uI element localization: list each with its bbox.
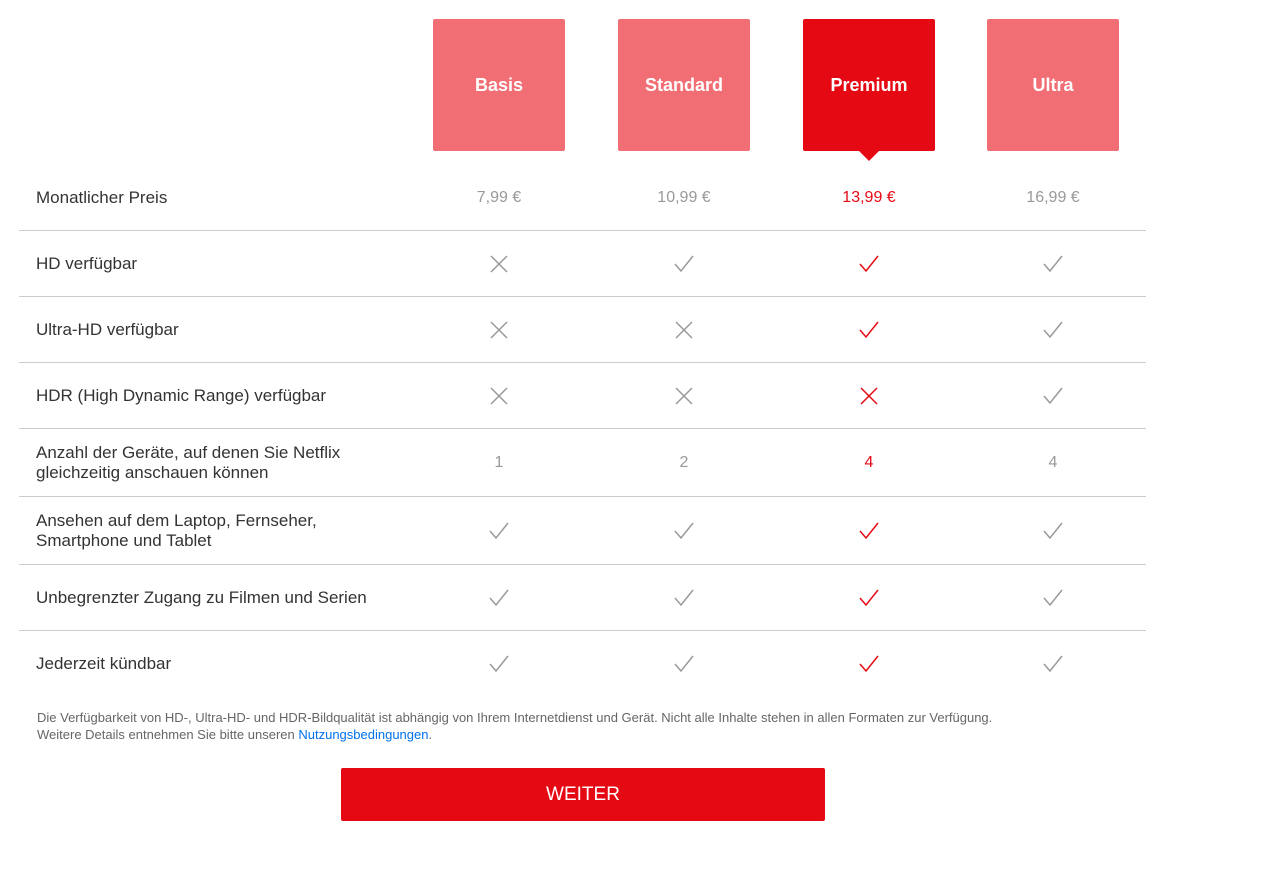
table-row (19, 429, 1146, 497)
plan-ultra[interactable]: Ultra (987, 19, 1119, 151)
cross-icon (654, 315, 714, 345)
check-icon (839, 649, 899, 679)
plan-basis[interactable]: Basis (433, 19, 565, 151)
cell-value: 2 (679, 453, 689, 471)
row-label: Unbegrenzter Zugang zu Filmen und Serien (36, 587, 367, 607)
check-icon (469, 516, 529, 546)
footnote-line2-suffix: . (428, 727, 433, 742)
check-icon (1023, 381, 1083, 411)
table-row (19, 497, 1146, 565)
check-icon (1023, 583, 1083, 613)
check-icon (839, 583, 899, 613)
check-icon (654, 649, 714, 679)
footnote (37, 709, 1137, 743)
check-icon (1023, 315, 1083, 345)
plan-standard[interactable]: Standard (618, 19, 750, 151)
row-label: Ultra-HD verfügbar (36, 319, 179, 339)
row-label: Monatlicher Preis (36, 187, 168, 207)
continue-button[interactable]: WEITER (341, 768, 825, 821)
table-row (19, 231, 1146, 297)
table-row (19, 631, 1146, 697)
row-label: HDR (High Dynamic Range) verfügbar (36, 385, 327, 405)
cross-icon (469, 249, 529, 279)
cross-icon (469, 315, 529, 345)
check-icon (839, 249, 899, 279)
footnote-line2-prefix: Weitere Details entnehmen Sie bitte unseren (37, 727, 299, 742)
cell-value: 13,99 € (842, 188, 896, 206)
row-label: Jederzeit kündbar (36, 654, 172, 673)
check-icon (839, 516, 899, 546)
check-icon (469, 583, 529, 613)
cross-icon (839, 381, 899, 411)
table-row (19, 165, 1146, 231)
cell-value: 4 (864, 453, 874, 471)
table-row (19, 363, 1146, 429)
cross-icon (654, 381, 714, 411)
check-icon (469, 649, 529, 679)
row-label: Ansehen auf dem Laptop, Fernseher, Smartphone und Tablet (36, 510, 317, 550)
check-icon (1023, 649, 1083, 679)
check-icon (654, 249, 714, 279)
check-icon (1023, 249, 1083, 279)
check-icon (654, 516, 714, 546)
check-icon (1023, 516, 1083, 546)
footnote-line1: Die Verfügbarkeit von HD-, Ultra-HD- und HDR-Bildqualität ist abhängig von Ihrem Internetdienst und Gerät. Nicht alle Inhalte stehen in allen Formaten zur Verfügung. (37, 710, 993, 725)
cell-value: 7,99 € (476, 188, 522, 206)
check-icon (654, 583, 714, 613)
plan-comparison-table (19, 165, 1146, 697)
terms-link[interactable]: Nutzungsbedingungen (298, 727, 429, 742)
cell-value: 4 (1048, 453, 1058, 471)
cross-icon (469, 381, 529, 411)
cell-value: 1 (494, 453, 504, 471)
cell-value: 16,99 € (1026, 188, 1080, 206)
row-label: HD verfügbar (36, 253, 138, 273)
plan-premium[interactable]: Premium (803, 19, 935, 151)
table-row (19, 565, 1146, 631)
cell-value: 10,99 € (657, 188, 711, 206)
check-icon (839, 315, 899, 345)
table-row (19, 297, 1146, 363)
row-label: Anzahl der Geräte, auf denen Sie Netflix gleichzeitig anschauen können (36, 442, 341, 482)
